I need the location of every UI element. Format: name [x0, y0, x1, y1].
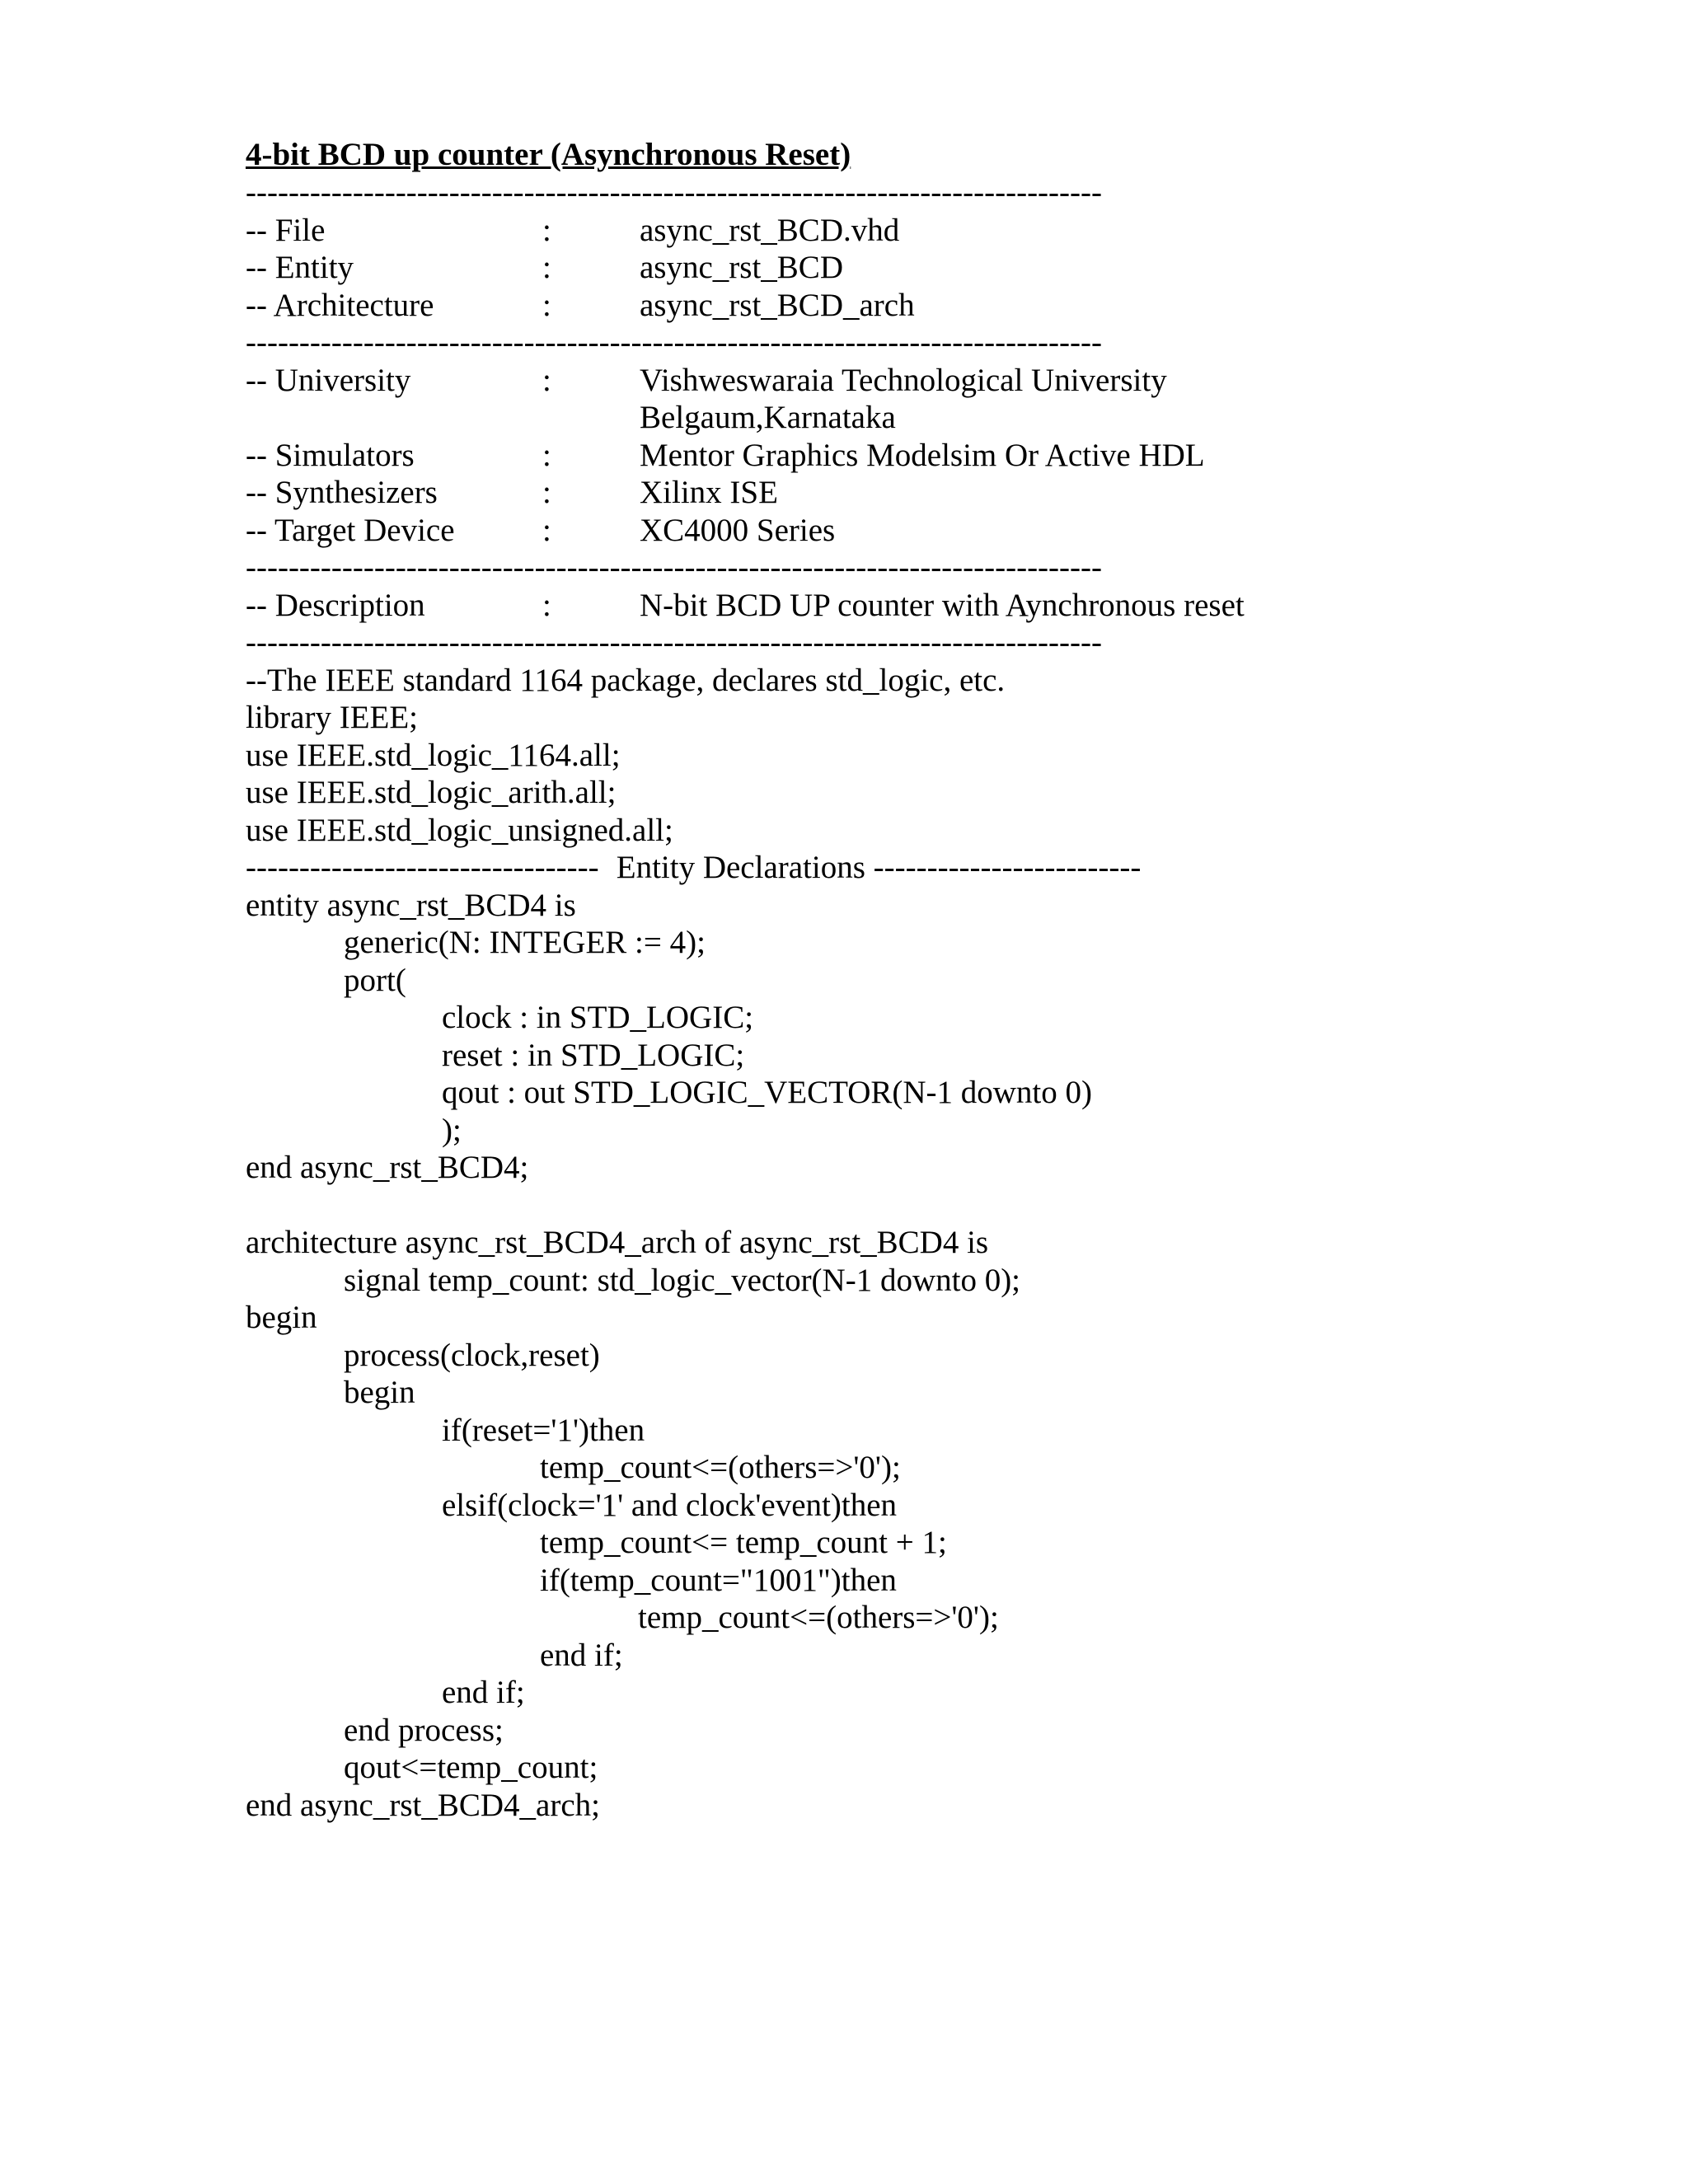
- header-value: Xilinx ISE: [640, 475, 778, 510]
- header-value: async_rst_BCD_arch: [640, 288, 915, 323]
- separator-dashes: -------------------------: [873, 850, 1142, 885]
- code-comment: --The IEEE standard 1164 package, declares std_logic, etc.: [246, 663, 1006, 698]
- code-line: qout : out STD_LOGIC_VECTOR(N-1 downto 0): [442, 1075, 1093, 1110]
- document-title: 4-bit BCD up counter (Asynchronous Reset): [246, 137, 851, 172]
- code-line: qout<=temp_count;: [344, 1750, 598, 1785]
- code-line: architecture async_rst_BCD4_arch of async_rst_BCD4 is: [246, 1225, 989, 1260]
- header-label: -- Architecture: [246, 288, 434, 323]
- header-value: Mentor Graphics Modelsim Or Active HDL: [640, 438, 1205, 473]
- separator-label: Entity Declarations: [608, 850, 874, 885]
- code-line: use IEEE.std_logic_arith.all;: [246, 775, 617, 810]
- code-line: if(temp_count="1001")then: [540, 1563, 897, 1598]
- separator-dashes: ---------------------------------: [246, 850, 599, 885]
- code-line: end if;: [442, 1675, 525, 1710]
- separator-line: --------------------------------------------------------------------------------: [246, 625, 1102, 660]
- header-value: Belgaum,Karnataka: [640, 400, 896, 435]
- code-line: temp_count<=(others=>'0');: [638, 1600, 999, 1635]
- header-label: -- Target Device: [246, 513, 455, 548]
- header-label: -- Simulators: [246, 438, 415, 473]
- code-line: use IEEE.std_logic_unsigned.all;: [246, 813, 673, 848]
- header-label: -- Entity: [246, 250, 354, 285]
- code-line: end if;: [540, 1638, 623, 1673]
- code-line: use IEEE.std_logic_1164.all;: [246, 738, 621, 773]
- header-label: -- University: [246, 363, 411, 398]
- code-line: begin: [246, 1300, 317, 1335]
- header-colon: :: [542, 288, 551, 323]
- header-label: -- File: [246, 213, 326, 248]
- code-line: end async_rst_BCD4;: [246, 1150, 529, 1185]
- code-line: temp_count<=(others=>'0');: [540, 1450, 901, 1485]
- code-line: port(: [344, 963, 406, 998]
- code-line: process(clock,reset): [344, 1338, 600, 1373]
- code-line: entity async_rst_BCD4 is: [246, 888, 576, 923]
- header-colon: :: [542, 475, 551, 510]
- separator-line: --------------------------------------------------------------------------------: [246, 550, 1102, 585]
- code-line: if(reset='1')then: [442, 1413, 645, 1448]
- entity-declarations-separator: [246, 849, 1154, 887]
- code-line: temp_count<= temp_count + 1;: [540, 1525, 947, 1560]
- header-value: Vishweswaraia Technological University: [640, 363, 1167, 398]
- code-line: end process;: [344, 1713, 504, 1748]
- code-line: library IEEE;: [246, 700, 418, 735]
- separator-line: --------------------------------------------------------------------------------: [246, 325, 1102, 360]
- header-colon: :: [542, 250, 551, 285]
- header-value: N-bit BCD UP counter with Aynchronous reset: [640, 588, 1245, 623]
- code-line: generic(N: INTEGER := 4);: [344, 925, 706, 960]
- header-label: -- Synthesizers: [246, 475, 438, 510]
- header-value: async_rst_BCD.vhd: [640, 213, 900, 248]
- header-colon: :: [542, 513, 551, 548]
- separator-line: --------------------------------------------------------------------------------: [246, 175, 1102, 210]
- code-line: begin: [344, 1375, 415, 1410]
- code-line: end async_rst_BCD4_arch;: [246, 1788, 600, 1823]
- code-line: );: [442, 1113, 462, 1148]
- header-value: async_rst_BCD: [640, 250, 843, 285]
- header-colon: :: [542, 213, 551, 248]
- header-colon: :: [542, 588, 551, 623]
- code-line: clock : in STD_LOGIC;: [442, 1000, 754, 1035]
- code-line: elsif(clock='1' and clock'event)then: [442, 1488, 898, 1523]
- header-colon: :: [542, 438, 551, 473]
- header-label: -- Description: [246, 588, 425, 623]
- header-colon: :: [542, 363, 551, 398]
- code-line: signal temp_count: std_logic_vector(N-1 downto 0);: [344, 1263, 1021, 1298]
- code-line: reset : in STD_LOGIC;: [442, 1038, 745, 1073]
- header-value: XC4000 Series: [640, 513, 836, 548]
